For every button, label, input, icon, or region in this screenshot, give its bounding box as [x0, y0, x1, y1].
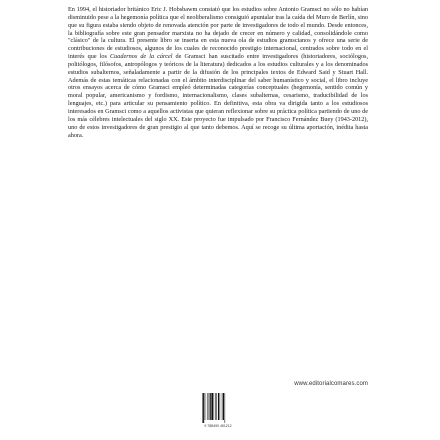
- publisher-url[interactable]: www.editorialcomares.com: [294, 381, 368, 387]
- barcode-bar: [202, 393, 203, 423]
- barcode-bar: [205, 393, 206, 420]
- barcode-bar: [223, 393, 224, 420]
- barcode-bar: [214, 393, 215, 420]
- synopsis-part-2: de Gramsci han suscitado entre investigadores (historiadores, sociólogos, politólogos, filósofos, antropólogos y teóricos de la literatura) dedicados a los estudios culturales y a los denominados estudios subalternos, señaladamente a partir de la difusión de los principales textos de Edward Said y Stuart Hall. Además de estas temáticas relacionadas con el ámbito interdisciplinar del saber humanístico y social, el libro incluye otros ensayos acerca de cómo Gramsci empleó determinadas categorías conceptuales (hegemonía, sentido común y moral popular, americanismo y fordismo, internacionalismo, clases subalternas, cesarismo, traducibilidad de los lenguajes, etc.) para articular su pensamiento político. En definitiva, esta obra va dirigida tanto a los estudiosos interesados en Gramsci como a aquellos activistas que quieran reflexionar sobre su práctica política partiendo de uno de los más célebres intelectuales del siglo XX. Este proyecto fue impulsado por Francisco Fernández Buey (1943-2012), uno de estos investigadores de gran prestigio al que tanto debemos. Aquí se recoge su última aportación, inédita hasta ahora.: [68, 53, 368, 139]
- barcode-number: 9 788490 451212: [204, 424, 232, 428]
- barcode-bar: [210, 393, 211, 420]
- barcode-bar: [225, 393, 226, 423]
- barcode-bar: [203, 393, 204, 423]
- barcode-bar: [211, 393, 213, 420]
- barcode-icon: [201, 393, 235, 423]
- synopsis-text: [68, 6, 368, 139]
- isbn-barcode: [201, 393, 235, 429]
- barcode-bar: [215, 393, 216, 420]
- barcode-bar: [209, 393, 210, 420]
- barcode-bar: [220, 393, 221, 420]
- cover-footer: [68, 378, 368, 438]
- italic-book-title: Cuadernos de la cárcel: [109, 53, 173, 61]
- barcode-bar: [207, 393, 208, 420]
- book-back-cover: [68, 6, 368, 430]
- barcode-bar: [216, 393, 217, 420]
- synopsis-part-1: En 1994, el historiador británico Eric J. Hobsbawm constató que los estudios sobre Antonio Gramsci no sólo no habían disminuido pese a la hegemonía política que el neoliberalismo consiguió apuntalar tras la caída del Muro de Berlín, sino que su figura estaba siendo objeto de renovada atención por parte de investigadores de todo el mundo. Desde entonces, la bibliografía sobre este gran pensador marxista no ha dejado de crecer en número y calidad, consolidándole como "clásico" de la cultura. El presente libro se inserta en esta nueva ola de estudios gramscianos y ofrece una serie de contribuciones de estudiosos, algunos de los cuales de reconocido prestigio internacional, centrados sobre todo en el interés que los: [68, 6, 368, 61]
- barcode-bar: [218, 393, 219, 420]
- barcode-bar: [222, 393, 223, 420]
